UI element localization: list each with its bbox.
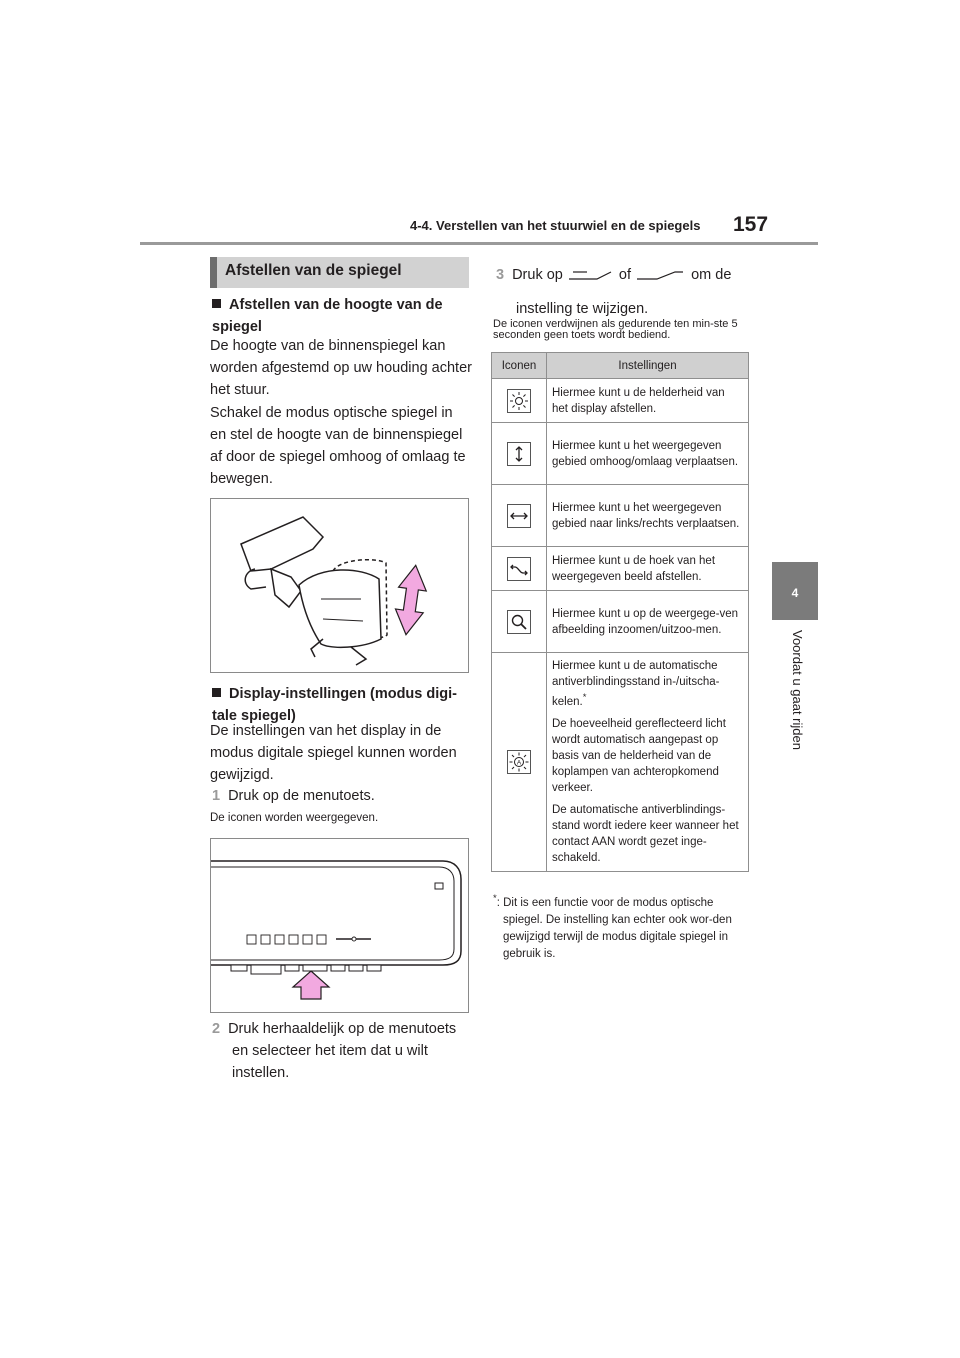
table-header-row (492, 353, 749, 379)
header-divider (140, 242, 818, 245)
chapter-tab (772, 562, 818, 620)
chapter-label-vertical (781, 630, 811, 760)
step-3-number: 3 (496, 267, 505, 283)
auto-dimming-text-1: Hiermee kunt u de automatische antiverblindingsstand in-/uitscha-kelen.* (552, 660, 720, 708)
step-3-note: De iconen verdwijnen als gedurende ten min-ste 5 seconden geen toets wordt bediend. (493, 318, 738, 341)
plus-button-icon (635, 269, 687, 281)
footnote (493, 890, 755, 963)
paragraph-optical-mode: Schakel de modus optische spiegel in en stel de hoogte van de binnenspiegel af door de spiegel omhoog of omlaag te bewegen. (210, 405, 466, 487)
table-row (492, 423, 749, 485)
digital-mirror-illustration (211, 839, 468, 1012)
step-1-number: 1 (212, 788, 221, 804)
table-cell-setting: Hiermee kunt u de helderheid van het display afstellen. (547, 379, 749, 423)
table-cell-setting: Hiermee kunt u op de weergege-ven afbeelding inzoomen/uitzoo-men. (547, 591, 749, 653)
table-row (492, 591, 749, 653)
step-3-text-c: instelling te wijzigen. (516, 301, 649, 317)
figure-mirror-height (210, 498, 469, 673)
svg-text:A: A (516, 759, 522, 767)
step-1-note: De iconen worden weergegeven. (210, 812, 379, 824)
footnote-text: : Dit is een functie voor de modus optische spiegel. De instelling kan echter ook wor-den gewijzigd terwijl de modus digitale spiegel in gebruik is. (496, 896, 732, 960)
table-header-settings: Instellingen (547, 353, 749, 379)
page-number: 157 (733, 213, 769, 236)
auto-dimming-text-2: De hoeveelheid gereflecteerd licht wordt automatisch aangepast op basis van de helderheid van de koplampen van achteropkomend verkeer. (552, 717, 726, 794)
square-bullet-icon (212, 688, 221, 697)
brightness-icon (507, 389, 531, 413)
step-2-text: Druk herhaaldelijk op de menutoets en selecteer het item dat u wilt instellen. (228, 1021, 457, 1081)
minus-button-icon (567, 269, 615, 281)
chapter-number: 4 (791, 586, 799, 600)
horizontal-arrows-icon (507, 504, 531, 528)
subheading-display-text: Display-instellingen (modus digi-tale spiegel) (212, 686, 457, 724)
step-3-text-a: Druk op (512, 267, 563, 283)
step-2 (212, 1018, 474, 1084)
table-row (492, 653, 749, 872)
settings-table (491, 352, 749, 872)
section-heading-bar (210, 257, 217, 288)
step-2-number: 2 (212, 1021, 221, 1037)
step-1-text: Druk op de menutoets. (228, 788, 375, 804)
table-cell-setting: Hiermee kunt u de hoek van het weergegeven beeld afstellen. (547, 547, 749, 591)
subheading-height-text: Afstellen van de hoogte van de spiegel (212, 297, 443, 335)
table-row (492, 379, 749, 423)
table-cell-setting: Hiermee kunt u het weergegeven gebied naar links/rechts verplaatsen. (547, 485, 749, 547)
section-heading (210, 257, 469, 288)
paragraph-height: De hoogte van de binnenspiegel kan worden afgestemd op uw houding achter het stuur. (210, 338, 472, 398)
chapter-label: Voordat u gaat rijden (790, 630, 805, 750)
footnote-mark: * (493, 893, 497, 904)
paragraph-display-settings: De instellingen van het display in de modus digitale spiegel kunnen worden gewijzigd. (210, 723, 457, 783)
step-3 (496, 264, 756, 320)
figure-digital-mirror (210, 838, 469, 1013)
mirror-height-illustration (211, 499, 468, 672)
auto-dimming-icon (507, 750, 531, 774)
auto-dimming-text-3: De automatische antiverblindings-stand wordt iedere keer wanneer het contact AAN wordt gezet inge-schakeld. (552, 803, 739, 864)
footnote-reference: * (582, 692, 587, 703)
step-3-text-of: of (618, 267, 632, 283)
table-row (492, 485, 749, 547)
table-cell-setting (547, 653, 749, 872)
subheading-height (212, 294, 472, 338)
table-header-icons: Iconen (492, 353, 547, 379)
section-heading-text: Afstellen van de spiegel (225, 262, 402, 279)
step-3-text-b: om de (691, 267, 732, 283)
vertical-arrows-icon (507, 442, 531, 466)
angle-icon (507, 557, 531, 581)
magnifier-icon (507, 610, 531, 634)
square-bullet-icon (212, 299, 221, 308)
header-section-title: 4-4. Verstellen van het stuurwiel en de spiegels (410, 218, 701, 233)
table-row (492, 547, 749, 591)
table-cell-setting: Hiermee kunt u het weergegeven gebied omhoog/omlaag verplaatsen. (547, 423, 749, 485)
step-1 (212, 785, 474, 807)
